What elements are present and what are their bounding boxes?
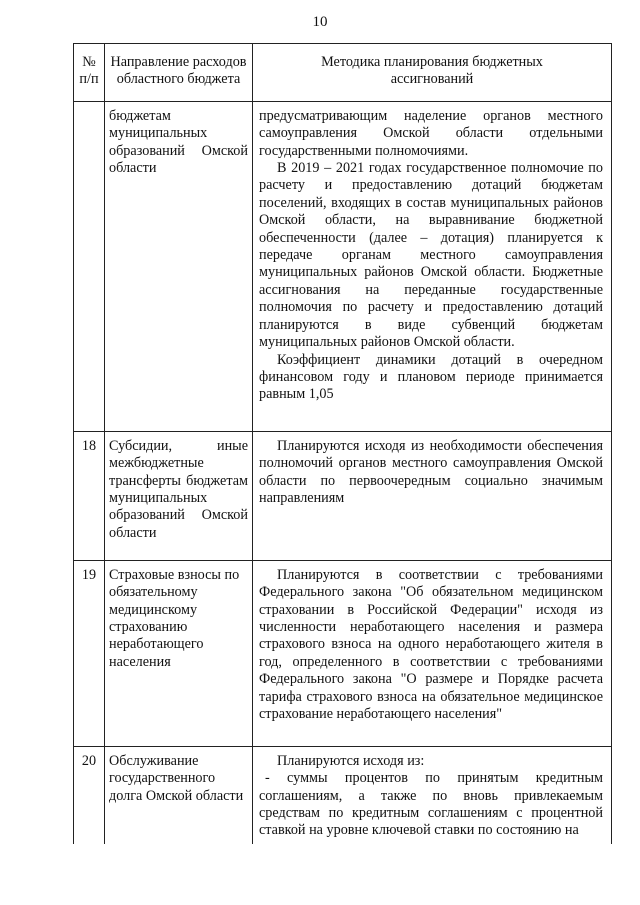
method-paragraph: Планируются в соответствии с требованиями Федерального закона "Об обязательном медицинском страховании в Российской Федерации" исходя из численности неработающего населения и размера страхового взноса на одного неработающего жителя в год, определенного в соответствии с требованиями Федерального закона "О размере и Порядке расчета тарифа страхового взноса на обязательное медицинское страхование неработающего населения"	[259, 566, 603, 723]
method-paragraph: - суммы процентов по принятым кредитным соглашениям, а также по вновь привлекаемым средствам по кредитным соглашениям с процентной ставкой на уровне ключевой ставки по состоянию на	[259, 770, 603, 839]
row-direction: Обслуживание государственного долга Омской области	[105, 746, 253, 844]
method-paragraph: Планируются исходя из необходимости обеспечения полномочий органов местного самоуправления Омской области по первоочередным социально значимым направлениям	[259, 437, 603, 507]
row-number: 19	[74, 560, 105, 746]
table-row	[74, 431, 612, 560]
row-number: 18	[74, 431, 105, 560]
row-direction: бюджетам муниципальных образований Омской области	[105, 101, 253, 431]
table-row	[74, 560, 612, 746]
method-paragraph: предусматривающим наделение органов местного самоуправления Омской области отдельными государственными полномочиями.	[259, 107, 603, 159]
method-paragraph: Планируются исходя из:	[277, 752, 425, 769]
method-paragraph: В 2019 – 2021 годах государственное полномочие по расчету и предоставлению дотаций бюджетам поселений, входящих в состав муниципальных районов Омской области, на выравнивание бюджетной обеспеченности (далее – дотация) планируется к передаче органам местного самоуправления муниципальных районов Омской области. Бюджетные ассигнования на переданные государственные полномочия по расчету и предоставлению дотаций планируются в виде субвенций бюджетам муниципальных районов Омской области.	[259, 160, 603, 351]
row-method	[253, 560, 612, 746]
row-number: 20	[74, 746, 105, 844]
row-number	[74, 101, 105, 431]
header-method: Методика планирования бюджетных ассигнований	[253, 44, 612, 102]
header-direction: Направление расходов областного бюджета	[105, 44, 253, 102]
header-num: № п/п	[74, 44, 105, 102]
row-direction: Страховые взносы по обязательному медицинскому страхованию неработающего населения	[105, 560, 253, 746]
row-method	[253, 746, 612, 844]
table-row	[74, 746, 612, 844]
table-row	[74, 101, 612, 431]
row-method	[253, 101, 612, 431]
method-paragraph: Коэффициент динамики дотаций в очередном финансовом году и плановом периоде принимается равным 1,05	[259, 351, 603, 403]
row-method	[253, 431, 612, 560]
row-direction: Субсидии, иные межбюджетные трансферты бюджетам муниципальных образований Омской области	[105, 431, 253, 560]
page-number: 10	[312, 14, 328, 30]
table-header-row	[74, 44, 612, 102]
budget-methodology-table	[73, 43, 612, 844]
